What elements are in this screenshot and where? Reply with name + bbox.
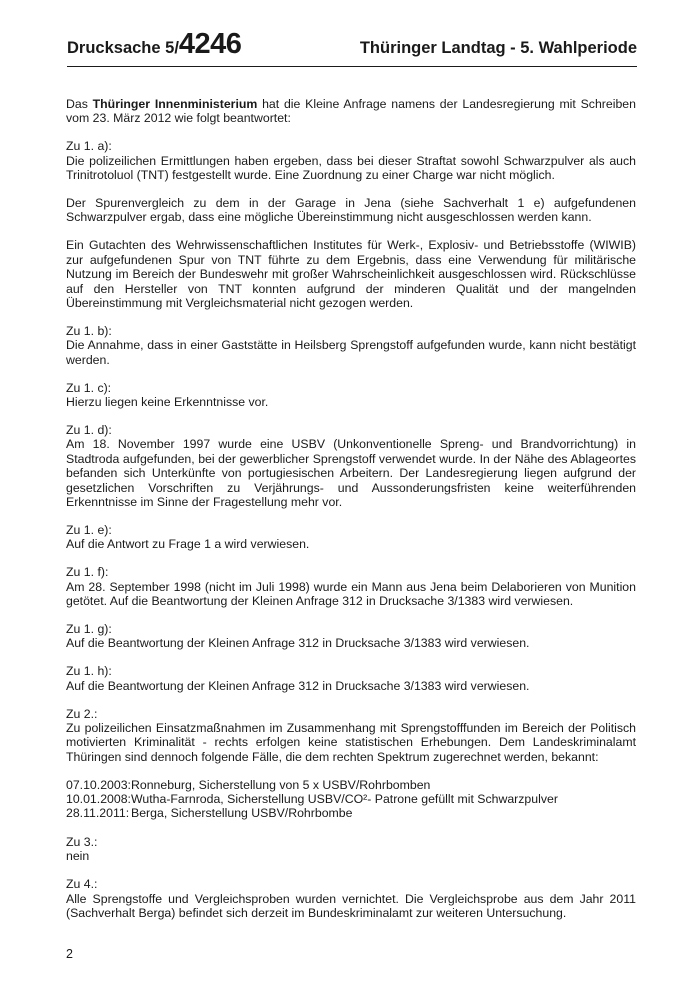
answer-4 [66, 877, 636, 920]
page-number: 2 [66, 947, 73, 961]
answer-2 [66, 707, 636, 765]
answer-1h [66, 664, 636, 693]
answer-text: Alle Sprengstoffe und Vergleichsproben wurden vernichtet. Die Vergleichsprobe aus dem Jahr 2011 (Sachverhalt Berga) befindet sich derzeit im Bundeskriminalamt zur weiteren Untersuchung. [66, 891, 636, 920]
answer-label: Zu 1. c): [66, 380, 112, 395]
document-number [67, 28, 241, 61]
answer-label: Zu 1. a): [66, 139, 112, 154]
answer-1f [66, 565, 636, 608]
answer-label: Zu 1. f): [66, 565, 109, 580]
case-text: Wutha-Farnroda, Sicherstellung USBV/CO²- Patrone gefüllt mit Schwarzpulver [131, 792, 558, 807]
answer-label: Zu 1. b): [66, 323, 112, 338]
answer-label: Zu 1. d): [66, 422, 112, 437]
answer-1a [66, 139, 636, 182]
list-item [66, 778, 636, 792]
answer-1a-paragraph-2: Der Spurenvergleich zu dem in der Garage in Jena (siehe Sachverhalt 1 e) aufgefundenen Schwarzpulver ergab, dass eine mögliche Übereinstimmung nicht ausgeschlossen werden kann. [66, 196, 636, 225]
list-item [66, 806, 636, 820]
answer-text: Auf die Antwort zu Frage 1 a wird verwiesen. [66, 537, 310, 552]
intro-post: hat die Kleine Anfrage namens der Landesregierung mit Schreiben vom 23. März 2012 wie folgt beantwortet: [66, 97, 636, 126]
header-rule [67, 66, 637, 67]
case-list [66, 778, 636, 821]
answer-label: Zu 3.: [66, 834, 98, 849]
answer-3 [66, 835, 636, 864]
intro-pre: Das [66, 97, 93, 111]
answer-text: Auf die Beantwortung der Kleinen Anfrage 312 in Drucksache 3/1383 wird verwiesen. [66, 636, 530, 651]
case-text: Berga, Sicherstellung USBV/Rohrbombe [131, 806, 353, 821]
answer-label: Zu 4.: [66, 877, 98, 892]
ministry-name: Thüringer Innenministerium [92, 97, 258, 111]
answer-1g [66, 622, 636, 651]
answer-label: Zu 1. e): [66, 522, 112, 537]
document-prefix: Drucksache 5/ [67, 39, 179, 57]
list-item [66, 792, 636, 806]
answer-text: Die Annahme, dass in einer Gaststätte in Heilsberg Sprengstoff aufgefunden wurde, kann nicht bestätigt werden. [66, 338, 636, 367]
document-body [66, 97, 636, 934]
parliament-title: Thüringer Landtag - 5. Wahlperiode [359, 39, 637, 57]
answer-text: Am 28. September 1998 (nicht im Juli 1998) wurde ein Mann aus Jena beim Delaborieren von Munition getötet. Auf die Beantwortung der Kleinen Anfrage 312 in Drucksache 3/1383 wird verwiesen. [66, 579, 636, 608]
answer-label: Zu 1. g): [66, 621, 112, 636]
case-text: Ronneburg, Sicherstellung von 5 x USBV/Rohrbomben [131, 777, 431, 792]
case-date: 10.01.2008: [66, 792, 131, 807]
answer-text: Am 18. November 1997 wurde eine USBV (Unkonventionelle Spreng- und Brandvorrichtung) in Stadtroda aufgefunden, bei der gewerblicher Sprengstoff verwendet wurde. In der Nähe des Ablageortes befanden sich Unterkünfte von portugiesischen Arbeitern. Der Landesregierung liegen aufgrund der gesetzlichen Vorschriften zu Verjährungs- und Aussonderungsfristen keine weiterführenden Erkenntnisse im Sinne der Fragestellung mehr vor. [66, 437, 636, 509]
answer-text: Hierzu liegen keine Erkenntnisse vor. [66, 395, 269, 409]
page-header [67, 28, 637, 64]
answer-text: nein [66, 849, 90, 864]
document-number-value: 4246 [178, 28, 242, 60]
answer-1a-paragraph-3: Ein Gutachten des Wehrwissenschaftlichen Institutes für Werk-, Explosiv- und Betriebsstoffe (WIWIB) zur aufgefundenen Spur von TNT führte zu dem Ergebnis, dass eine Verwendung für militärische Nutzung im Bereich der Bundeswehr mit großer Wahrscheinlichkeit ausgeschlossen wird. Rückschlüsse auf den Hersteller von TNT konnten aufgrund der minderen Qualität und der mangelnden Übereinstimmung mit Vergleichsmaterial nicht gezogen werden. [66, 238, 636, 310]
answer-label: Zu 1. h): [66, 664, 112, 679]
answer-1d [66, 423, 636, 509]
answer-1c [66, 381, 636, 410]
answer-text: Auf die Beantwortung der Kleinen Anfrage 312 in Drucksache 3/1383 wird verwiesen. [66, 678, 530, 693]
answer-1b [66, 324, 636, 367]
intro-paragraph [66, 97, 636, 126]
case-date: 07.10.2003: [66, 777, 131, 792]
answer-text: Die polizeilichen Ermittlungen haben ergeben, dass bei dieser Straftat sowohl Schwarzpulver als auch Trinitrotoluol (TNT) festgestellt wurde. Eine Zuordnung zu einer Charge war nicht möglich. [66, 153, 636, 183]
answer-label: Zu 2.: [66, 706, 98, 721]
answer-text: Zu polizeilichen Einsatzmaßnahmen im Zusammenhang mit Sprengstofffunden im Bereich der Politisch motivierten Kriminalität - rechts erfolgen keine statistischen Erhebungen. Dem Landeskriminalamt Thüringen sind dennoch folgende Fälle, die dem rechten Spektrum zugerechnet werden, bekannt: [66, 720, 636, 764]
case-date: 28.11.2011: [66, 806, 130, 821]
answer-1e [66, 523, 636, 552]
